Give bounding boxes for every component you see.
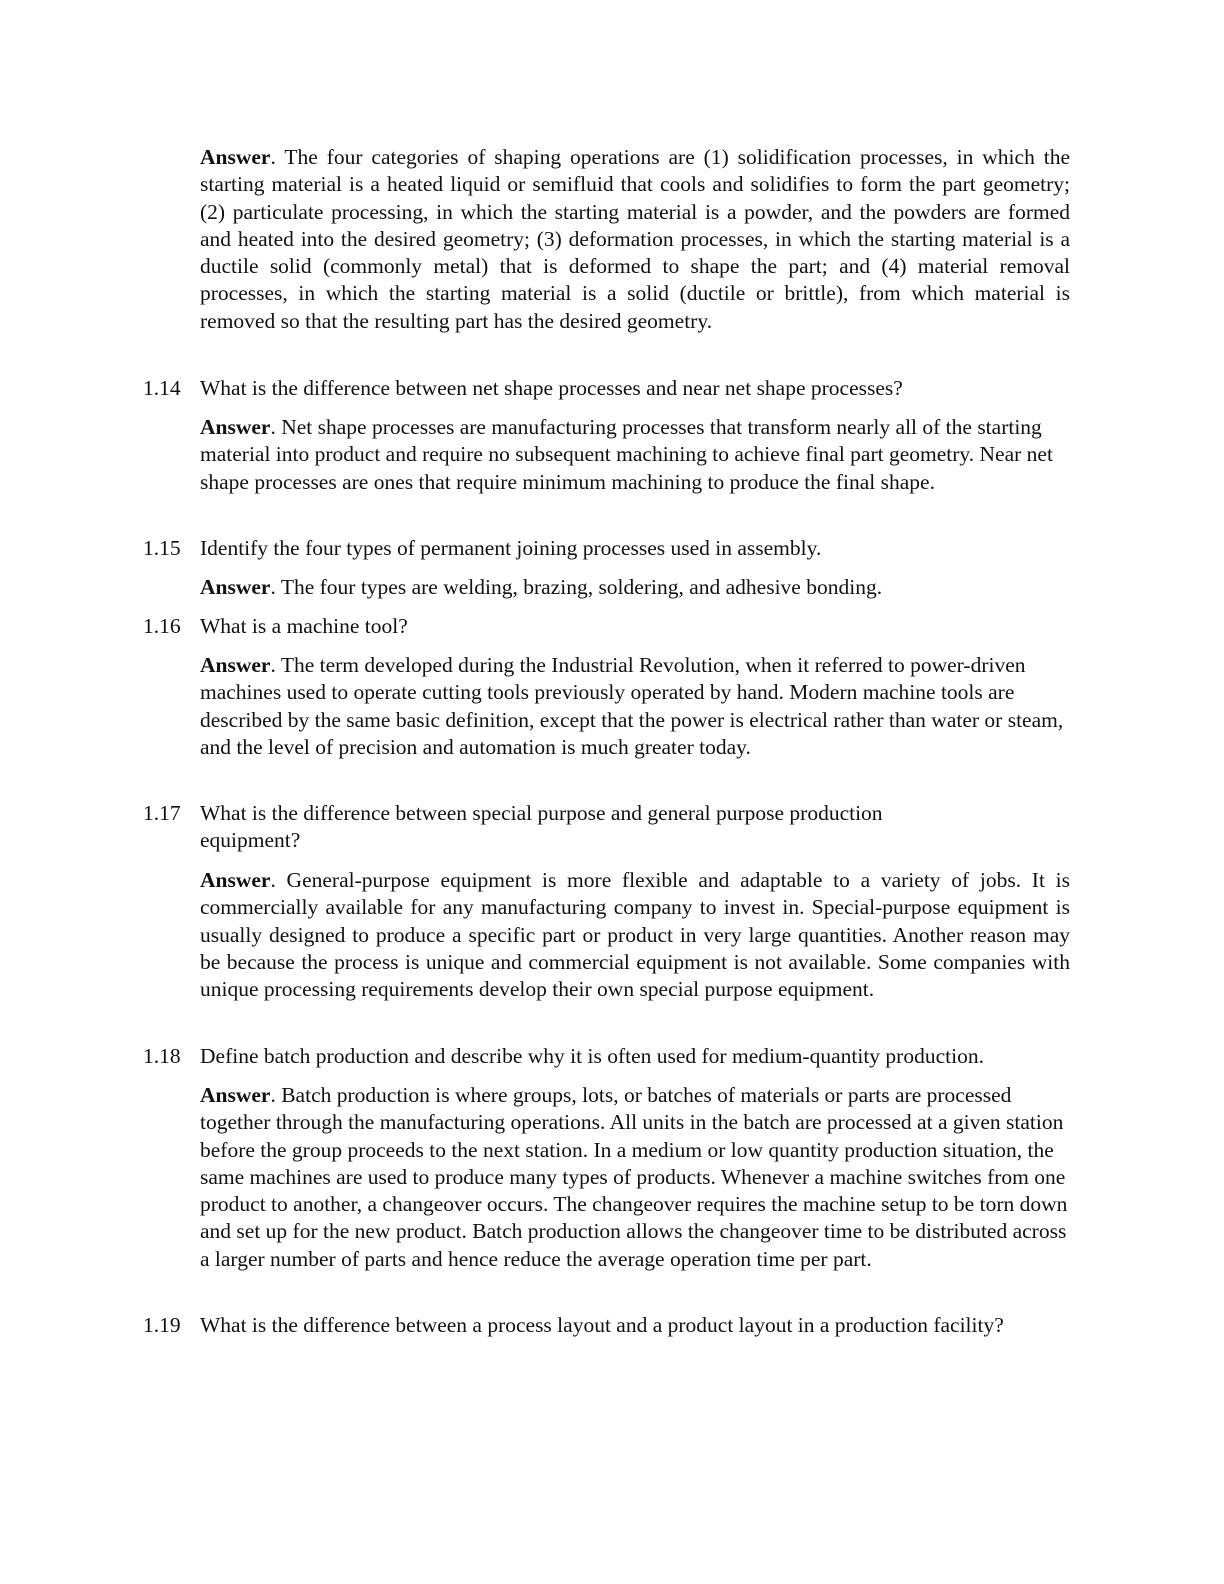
answer-1-17 [200, 867, 1070, 1003]
question-number: 1.15 [143, 536, 181, 560]
question-number: 1.18 [143, 1044, 181, 1068]
answer-1-18 [200, 1082, 1070, 1273]
question-number: 1.19 [143, 1313, 181, 1337]
answer-text: . Batch production is where groups, lots, or batches of materials or parts are processed together through the manufacturing operations. All units in the batch are processed at a given station before the group proceeds to the next station. In a medium or low quantity production situation, the same machines are used to produce many types of products. Whenever a machine switches from one product to another, a changeover occurs. The changeover requires the machine setup to be torn down and set up for the new product. Batch production allows the changeover time to be distributed across a larger number of parts and hence reduce the average operation time per part. [200, 1083, 1068, 1271]
answer-text: . General-purpose equipment is more flexible and adaptable to a variety of jobs. It is commercially available for any manufacturing company to invest in. Special-purpose equipment is usually designed to produce a specific part or product in very large quantities. Another reason may be because the process is unique and commercial equipment is not available. Some companies with unique processing requirements develop their own special purpose equipment. [200, 868, 1070, 1002]
question-text: Identify the four types of permanent joining processes used in assembly. [200, 536, 822, 560]
question-text: What is a machine tool? [200, 614, 408, 638]
answer-text: . The four types are welding, brazing, soldering, and adhesive bonding. [270, 575, 883, 599]
question-number: 1.17 [143, 801, 181, 825]
footer-cut-off [143, 1424, 1073, 1434]
question-number: 1.16 [143, 614, 181, 638]
answer-1-16 [200, 652, 1070, 761]
answer-1-14 [200, 414, 1070, 496]
question-number: 1.14 [143, 376, 181, 400]
answer-text: . Net shape processes are manufacturing processes that transform nearly all of the starting material into product and require no subsequent machining to achieve final part geometry. Near net shape processes are ones that require minimum machining to produce the final shape. [200, 415, 1053, 494]
answer-text: . The term developed during the Industrial Revolution, when it referred to power-driven machines used to operate cutting tools previously operated by hand. Modern machine tools are described by the same basic definition, except that the power is electrical rather than water or steam, and the level of precision and automation is much greater today. [200, 653, 1064, 759]
answer-1-13 [200, 144, 1070, 335]
answer-label: Answer [200, 1083, 271, 1107]
answer-label: Answer [200, 415, 271, 439]
question-text: Define batch production and describe why it is often used for medium-quantity production. [200, 1044, 984, 1068]
question-text: What is the difference between a process layout and a product layout in a production facility? [200, 1313, 1004, 1337]
answer-label: Answer [200, 868, 271, 892]
answer-text: . The four categories of shaping operations are (1) solidification processes, in which the starting material is a heated liquid or semifluid that cools and solidifies to form the part geometry; (2) particulate processing, in which the starting material is a powder, and the powders are formed and heated into the desired geometry; (3) deformation processes, in which the starting material is a ductile solid (commonly metal) that is deformed to shape the part; and (4) material removal processes, in which the starting material is a solid (ductile or brittle), from which material is removed so that the resulting part has the desired geometry. [200, 145, 1070, 333]
answer-1-15 [200, 574, 1070, 601]
question-text: What is the difference between special purpose and general purpose production equipment? [200, 801, 883, 853]
answer-label: Answer [200, 145, 271, 169]
answer-label: Answer [200, 653, 271, 677]
question-text: What is the difference between net shape processes and near net shape processes? [200, 376, 903, 400]
answer-label: Answer [200, 575, 271, 599]
